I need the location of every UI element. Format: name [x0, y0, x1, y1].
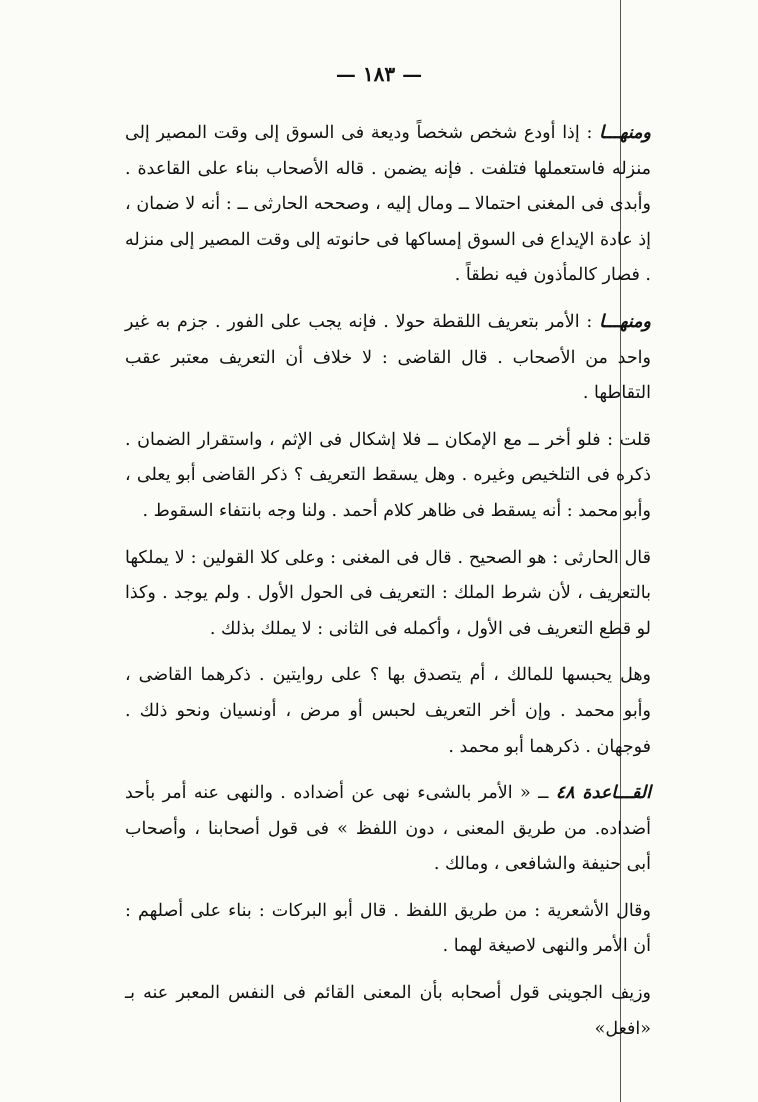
paragraph — [125, 116, 651, 294]
paragraph-lead: ومنهـــا — [599, 123, 651, 143]
paragraph — [125, 423, 651, 530]
paragraph-text: وزيف الجوينى قول أصحابه بأن المعنى القائم فى النفس المعبر عنه بـ «افعل» — [125, 983, 651, 1039]
paragraph — [125, 541, 651, 648]
paragraph-text: ــ « الأمر بالشىء نهى عن أضداده . والنهى عنه أمر بأحد أضداده. من طريق المعنى ، دون اللفظ » فى قول أصحابنا ، وأصحاب أبى حنيفة والشافعى ، ومالك . — [125, 783, 651, 875]
paragraph-lead: القـــاعدة ٤٨ — [555, 783, 651, 804]
paragraph — [125, 305, 651, 412]
paragraph-text: : الأمر بتعريف اللقطة حولا . فإنه يجب على الفور . جزم به غير واحد من الأصحاب . قال القاضى : لا خلاف أن التعريف معتبر عقب التقاطها . — [125, 311, 651, 404]
paragraph — [125, 658, 651, 765]
paragraph-text: قلت : فلو أخر ــ مع الإمكان ــ فلا إشكال فى الإثم ، واستقرار الضمان . ذكره فى التلخيص وغيره . وهل يسقط التعريف ؟ ذكر القاضى أبو يعلى ، وأبو محمد : أنه يسقط فى ظاهر كلام أحمد . ولنا وجه بانتفاء السقوط . — [125, 429, 651, 521]
paragraph-text: وهل يحبسها للمالك ، أم يتصدق بها ؟ على روايتين . ذكرهما القاضى ، وأبو محمد . وإن أخر التعريف لحبس أو مرض ، أونسيان ونحو ذلك . فوجهان . ذكرهما أبو محمد . — [125, 665, 651, 757]
paragraph-text: قال الحارثى : هو الصحيح . قال فى المغنى : وعلى كلا القولين : لا يملكها بالتعريف ، لأن شرط الملك : التعريف فى الحول الأول . ولم يوجد . وكذا لو قطع التعريف فى الأول ، وأكمله فى الثانى : لا يملك بذلك . — [125, 547, 651, 639]
paragraph-text: : إذا أودع شخص شخصاً وديعة فى السوق إلى وقت المصير إلى منزله فاستعملها فتلفت . فإنه يضمن . قاله الأصحاب بناء على القاعدة . وأبدى فى المغنى احتمالا ــ ومال إليه ، وصححه الحارثى ــ : أنه لا ضمان ، إذ عادة الإيداع فى السوق إمساكها فى حانوته إلى وقت المصير إلى منزله . فصار كالمأذون فيه نطقاً . — [125, 123, 651, 286]
page-number: — ١٨٣ — — [335, 62, 423, 86]
paragraph — [125, 894, 651, 965]
paragraph — [125, 976, 651, 1047]
paragraph — [125, 776, 651, 883]
paragraph-lead: ومنهـــا — [599, 311, 651, 332]
body-text — [125, 116, 651, 1058]
paragraph-text: وقال الأشعرية : من طريق اللفظ . قال أبو البركات : بناء على أصلهم : أن الأمر والنهى لاصيغة لهما . — [125, 900, 651, 957]
